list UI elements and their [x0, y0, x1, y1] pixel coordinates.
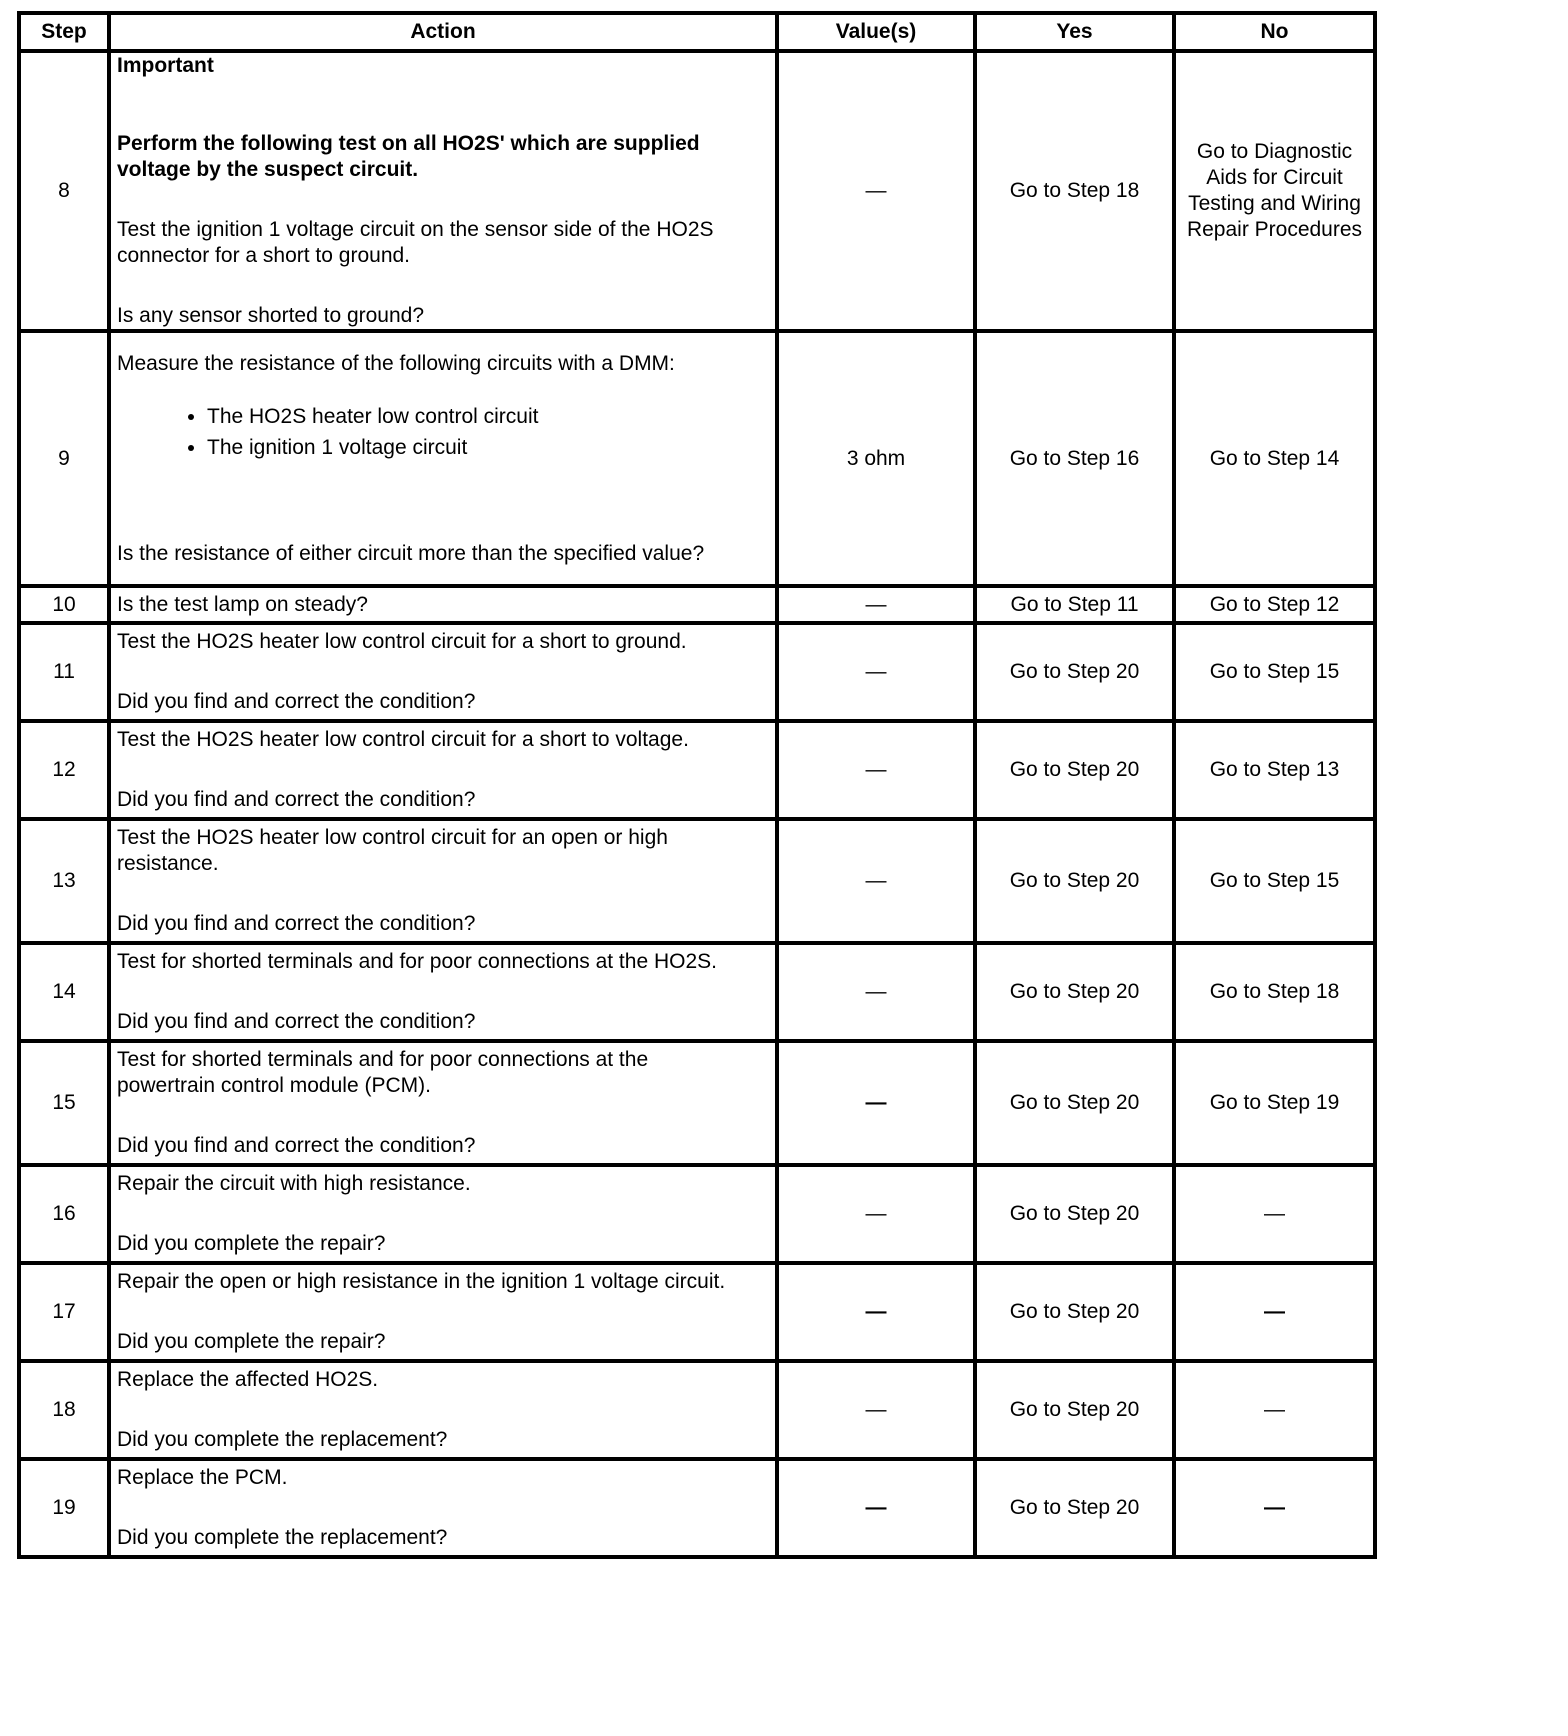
question-text: Did you complete the repair?: [117, 1330, 386, 1353]
step-number: 8: [19, 51, 109, 331]
bullet-item: • The HO2S heater low control circuit: [207, 401, 769, 432]
no-value: —: [1174, 1165, 1375, 1263]
important-text: Perform the following test on all HO2S' which are supplied voltage by the suspect circuit.: [117, 132, 700, 181]
yes-link[interactable]: Go to Step 20: [975, 1263, 1174, 1361]
action-text: Repair the circuit with high resistance.: [117, 1172, 471, 1195]
header-step: Step: [19, 13, 109, 51]
yes-link[interactable]: Go to Step 16: [975, 331, 1174, 586]
action-text: Test the HO2S heater low control circuit for a short to voltage.: [117, 728, 689, 751]
action-text: Measure the resistance of the following circuits with a DMM:: [117, 351, 675, 375]
value-cell: —: [777, 1361, 975, 1459]
no-value: —: [1174, 1263, 1375, 1361]
bullet-item: • The ignition 1 voltage circuit: [207, 432, 769, 463]
question-text: Is the test lamp on steady?: [117, 592, 368, 616]
action-cell: [109, 721, 777, 819]
value-cell: —: [777, 51, 975, 331]
step-number: 16: [19, 1165, 109, 1263]
table-row: [19, 1361, 1375, 1459]
no-link[interactable]: Go to Step 14: [1174, 331, 1375, 586]
action-text: Test the ignition 1 voltage circuit on the sensor side of the HO2S connector for a short to ground.: [117, 218, 714, 267]
bullet-list: [117, 401, 769, 463]
yes-link[interactable]: Go to Step 20: [975, 819, 1174, 943]
value-cell: —: [777, 1459, 975, 1557]
action-text: Replace the affected HO2S.: [117, 1368, 379, 1391]
no-link[interactable]: Go to Step 15: [1174, 623, 1375, 721]
action-cell: [109, 623, 777, 721]
step-number: 10: [19, 586, 109, 623]
question-text: Did you find and correct the condition?: [117, 912, 476, 935]
action-cell: [109, 1361, 777, 1459]
table-row: [19, 586, 1375, 623]
action-cell: [109, 943, 777, 1041]
header-action: Action: [109, 13, 777, 51]
value-cell: —: [777, 819, 975, 943]
step-number: 14: [19, 943, 109, 1041]
table-row: [19, 331, 1375, 586]
action-cell: [109, 1263, 777, 1361]
table-header-row: [19, 13, 1375, 51]
action-cell: [109, 1165, 777, 1263]
action-cell: [109, 1041, 777, 1165]
yes-link[interactable]: Go to Step 20: [975, 943, 1174, 1041]
question-text: Did you find and correct the condition?: [117, 788, 476, 811]
step-number: 19: [19, 1459, 109, 1557]
step-number: 13: [19, 819, 109, 943]
no-value: —: [1174, 1361, 1375, 1459]
value-cell: —: [777, 586, 975, 623]
header-yes: Yes: [975, 13, 1174, 51]
yes-link[interactable]: Go to Step 20: [975, 1361, 1174, 1459]
table-row: [19, 623, 1375, 721]
value-cell: —: [777, 943, 975, 1041]
action-text: Replace the PCM.: [117, 1466, 288, 1489]
action-cell: [109, 331, 777, 586]
yes-link[interactable]: Go to Step 20: [975, 1459, 1174, 1557]
step-number: 15: [19, 1041, 109, 1165]
table-row: [19, 51, 1375, 331]
action-cell: [109, 586, 777, 623]
no-link[interactable]: Go to Step 15: [1174, 819, 1375, 943]
value-cell: —: [777, 721, 975, 819]
table-row: [19, 721, 1375, 819]
no-link[interactable]: Go to Step 18: [1174, 943, 1375, 1041]
no-link[interactable]: Go to Step 12: [1174, 586, 1375, 623]
no-value: —: [1174, 1459, 1375, 1557]
no-link[interactable]: Go to Step 13: [1174, 721, 1375, 819]
no-link[interactable]: Go to Diagnostic Aids for Circuit Testing and Wiring Repair Procedures: [1174, 51, 1375, 331]
question-text: Did you find and correct the condition?: [117, 1134, 476, 1157]
question-text: Did you find and correct the condition?: [117, 1010, 476, 1033]
action-text: Test for shorted terminals and for poor connections at the powertrain control module (PCM).: [117, 1048, 649, 1097]
yes-link[interactable]: Go to Step 20: [975, 1041, 1174, 1165]
yes-link[interactable]: Go to Step 11: [975, 586, 1174, 623]
value-cell: —: [777, 1263, 975, 1361]
value-cell: —: [777, 623, 975, 721]
question-text: Did you complete the replacement?: [117, 1428, 448, 1451]
important-label: Important: [117, 54, 214, 77]
table-row: [19, 1041, 1375, 1165]
action-cell: [109, 819, 777, 943]
question-text: Did you complete the repair?: [117, 1232, 386, 1255]
question-text: Did you find and correct the condition?: [117, 690, 476, 713]
step-number: 9: [19, 331, 109, 586]
no-link[interactable]: Go to Step 19: [1174, 1041, 1375, 1165]
yes-link[interactable]: Go to Step 18: [975, 51, 1174, 331]
header-values: Value(s): [777, 13, 975, 51]
question-text: Did you complete the replacement?: [117, 1526, 448, 1549]
header-no: No: [1174, 13, 1375, 51]
question-text: Is the resistance of either circuit more than the specified value?: [117, 541, 705, 565]
step-number: 18: [19, 1361, 109, 1459]
table-row: [19, 943, 1375, 1041]
value-cell: —: [777, 1041, 975, 1165]
table-row: [19, 1165, 1375, 1263]
step-number: 17: [19, 1263, 109, 1361]
diagnostic-table: [17, 11, 1377, 1559]
question-text: Is any sensor shorted to ground?: [117, 304, 425, 327]
action-text: Test the HO2S heater low control circuit for a short to ground.: [117, 630, 687, 653]
action-text: Test for shorted terminals and for poor connections at the HO2S.: [117, 950, 717, 973]
action-cell: [109, 1459, 777, 1557]
yes-link[interactable]: Go to Step 20: [975, 721, 1174, 819]
action-cell: [109, 51, 777, 331]
action-text: Repair the open or high resistance in the ignition 1 voltage circuit.: [117, 1270, 726, 1293]
value-cell: 3 ohm: [777, 331, 975, 586]
step-number: 11: [19, 623, 109, 721]
yes-link[interactable]: Go to Step 20: [975, 623, 1174, 721]
table-row: [19, 1263, 1375, 1361]
action-text: Test the HO2S heater low control circuit for an open or high resistance.: [117, 826, 668, 875]
yes-link[interactable]: Go to Step 20: [975, 1165, 1174, 1263]
table-row: [19, 819, 1375, 943]
value-cell: —: [777, 1165, 975, 1263]
table-row: [19, 1459, 1375, 1557]
step-number: 12: [19, 721, 109, 819]
